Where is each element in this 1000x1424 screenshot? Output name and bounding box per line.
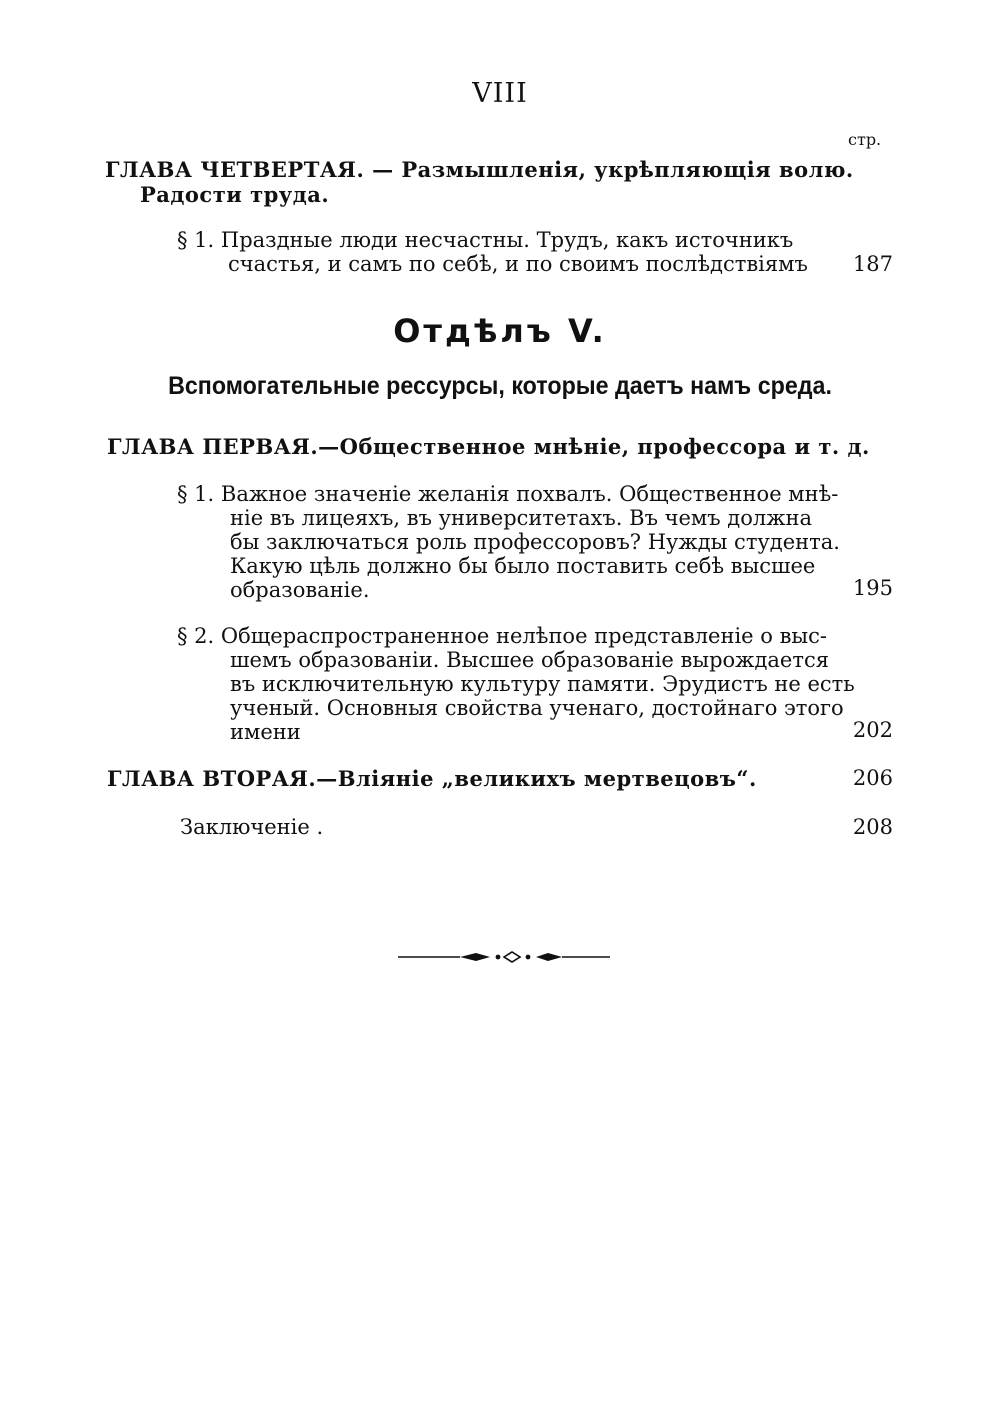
ch1-para1-line: ніе въ лицеяхъ, въ университетахъ. Въ чемъ должна: [230, 506, 813, 530]
chapter-two-heading: ГЛАВА ВТОРАЯ.—Вліяніе „великихъ мертвецовъ“.: [107, 766, 757, 791]
ch4-para1-line: § 1. Праздные люди несчастны. Трудъ, какъ источникъ: [177, 228, 794, 252]
ch4-para1-line: счастья, и самъ по себѣ, и по своимъ послѣдствіямъ: [228, 252, 808, 276]
ch4-para1-page: 187: [852, 252, 893, 276]
ch1-para2-line: § 2. Общераспространенное нелѣпое представленіе о выс-: [177, 624, 827, 648]
ch1-para1-line: § 1. Важное значеніе желанія похвалъ. Общественное мнѣ-: [177, 482, 839, 506]
chapter-four-heading: ГЛАВА ЧЕТВЕРТАЯ. — Размышленія, укрѣпляющія волю.: [105, 157, 854, 182]
conclusion-page: 208: [852, 815, 893, 839]
page-number: VIII: [472, 78, 528, 109]
page-column-label: стр.: [848, 130, 882, 149]
ch1-para1-line: бы заключаться роль профессоровъ? Нужды студента.: [230, 530, 840, 554]
ornamental-divider: [398, 950, 610, 964]
ch1-para2-page: 202: [852, 718, 893, 742]
conclusion-label: Заключеніе .: [180, 815, 324, 839]
section-subtitle: Вспомогательные рессурсы, которые даетъ намъ среда.: [168, 372, 832, 400]
ch1-para2-line: шемъ образованіи. Высшее образованіе вырождается: [230, 648, 829, 672]
ch1-para2-line: въ исключительную культуру памяти. Эрудистъ не есть: [230, 672, 855, 696]
ch1-para1-line: образованіе.: [230, 578, 370, 602]
chapter-one-heading: ГЛАВА ПЕРВАЯ.—Общественное мнѣніе, профессора и т. д.: [107, 434, 870, 459]
section-title: Отдѣлъ V.: [393, 312, 607, 350]
ch1-para1-page: 195: [852, 576, 893, 600]
ch1-para2-line: имени: [230, 720, 301, 744]
chapter-four-heading-cont: Радости труда.: [140, 182, 330, 207]
ch1-para1-line: Какую цѣль должно бы было поставить себѣ высшее: [230, 554, 816, 578]
chapter-two-page: 206: [852, 766, 893, 790]
ch1-para2-line: ученый. Основныя свойства ученаго, достойнаго этого: [230, 696, 844, 720]
